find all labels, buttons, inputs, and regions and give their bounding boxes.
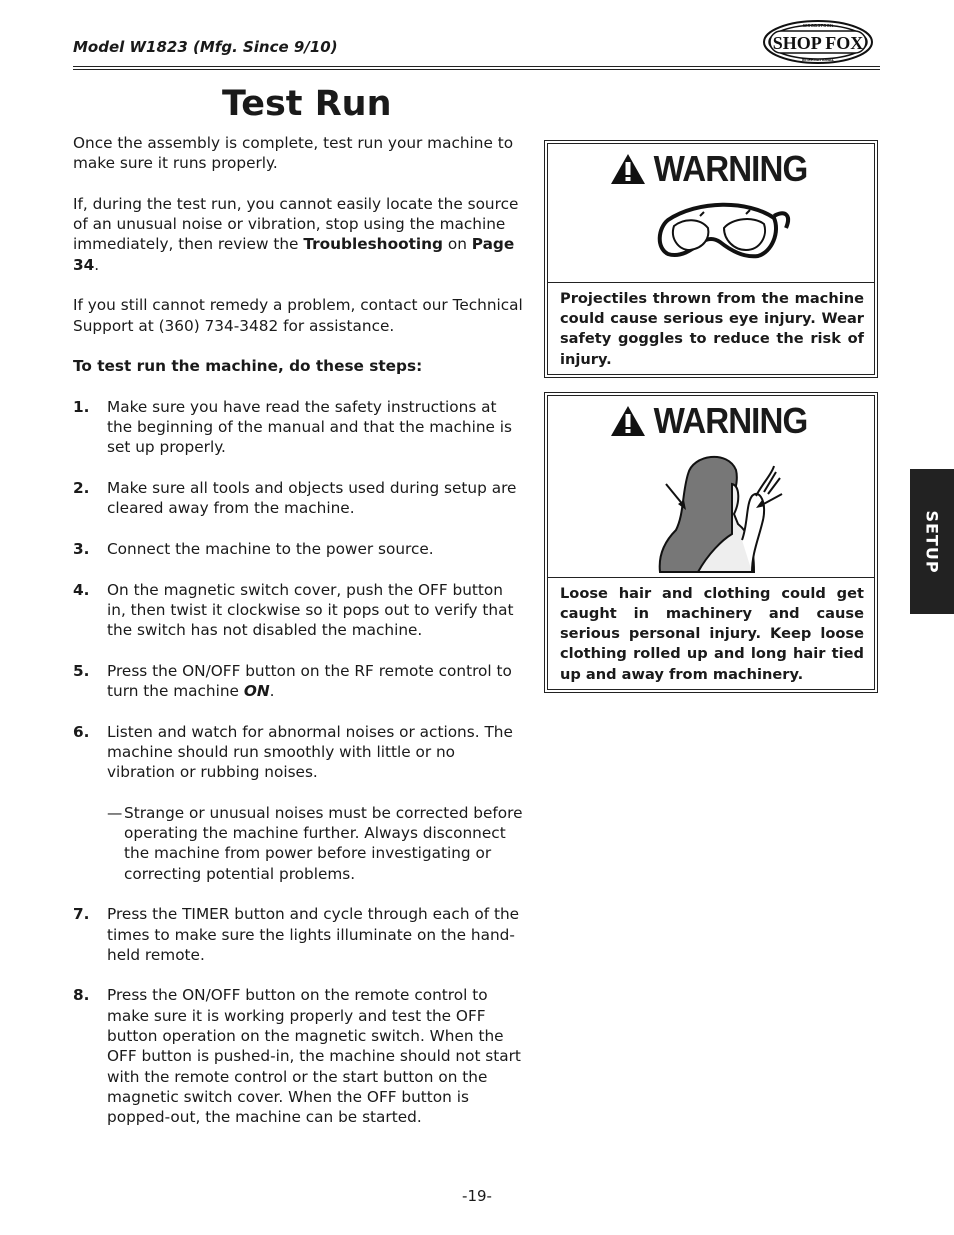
step-item: 6. Listen and watch for abnormal noises or actions. The machine should run smoothly with little or no vibration or rubbing noises. — Strange or unusual noises must be corrected before operating the machine further. Always disconnect the machine from power before investigating or correcting potential problems.: [73, 722, 525, 884]
header-rule: [73, 69, 880, 70]
warning-title: WARNING: [548, 144, 874, 190]
warning-triangle-icon: [609, 152, 647, 186]
safety-goggles-icon: [548, 192, 882, 272]
warning-title: WARNING: [548, 396, 874, 442]
step-item: 8. Press the ON/OFF button on the remote control to make sure it is working properly and test the OFF button operation on the magnetic switch. When the OFF button is pushed-in, the machine should not start with the remote control or the start button on the magnetic switch cover. When the OFF button is popped-out, the machine can be started.: [73, 986, 521, 1127]
header-rule: [73, 66, 880, 67]
intro-paragraph-support: If you still cannot remedy a problem, contact our Technical Support at (360) 734-3482 for assistance.: [73, 296, 523, 335]
warning-text: Projectiles thrown from the machine could cause serious eye injury. Wear safety goggles to reduce the risk of injury.: [548, 282, 874, 374]
step-item: 7. Press the TIMER button and cycle through each of the times to make sure the lights illuminate on the hand-held remote.: [73, 905, 520, 964]
step-item: 1. Make sure you have read the safety instructions at the beginning of the manual and that the machine is set up properly.: [73, 397, 513, 457]
step-item: 5. Press the ON/OFF button on the RF remote control to turn the machine ON.: [73, 661, 512, 701]
intro-paragraph: Once the assembly is complete, test run your machine to make sure it runs properly.: [73, 134, 514, 173]
page-title: Test Run: [222, 84, 392, 124]
warning-triangle-icon: [609, 404, 647, 438]
step-item: 2. Make sure all tools and objects used during setup are cleared away from the machine.: [73, 479, 517, 518]
long-hair-icon: [548, 444, 882, 574]
step-sub-note: — Strange or unusual noises must be corrected before operating the machine further. Always disconnect the machine from power before investigating or correcting potential problems.: [107, 803, 523, 883]
warning-box-hair: [544, 392, 878, 693]
svg-text:INTERNATIONAL: INTERNATIONAL: [801, 57, 835, 62]
model-header: Model W1823 (Mfg. Since 9/10): [73, 38, 338, 56]
step-item: 4. On the magnetic switch cover, push the OFF button in, then twist it clockwise so it pops out to verify that the switch has not disabled the machine.: [73, 580, 514, 640]
warning-box-eye: [544, 140, 878, 378]
step-item: 3. Connect the machine to the power source.: [73, 539, 434, 558]
warning-text: Loose hair and clothing could get caught in machinery and cause serious personal injury. Keep loose clothing rolled up and long hair tied up and away from machinery.: [548, 577, 874, 689]
svg-text:WOODSTOCK: WOODSTOCK: [802, 23, 834, 28]
svg-text:SHOP FOX: SHOP FOX: [772, 33, 864, 53]
section-tab-setup: SETUP: [910, 469, 954, 614]
steps-heading: To test run the machine, do these steps:: [73, 357, 423, 376]
page-number: -19-: [462, 1187, 492, 1205]
shop-fox-logo: [762, 18, 874, 66]
intro-paragraph-troubleshooting: If, during the test run, you cannot easily locate the source of an unusual noise or vibration, stop using the machine immediately, then review the Troubleshooting on Page 34.: [73, 194, 519, 274]
instructions-column: [73, 133, 525, 1148]
